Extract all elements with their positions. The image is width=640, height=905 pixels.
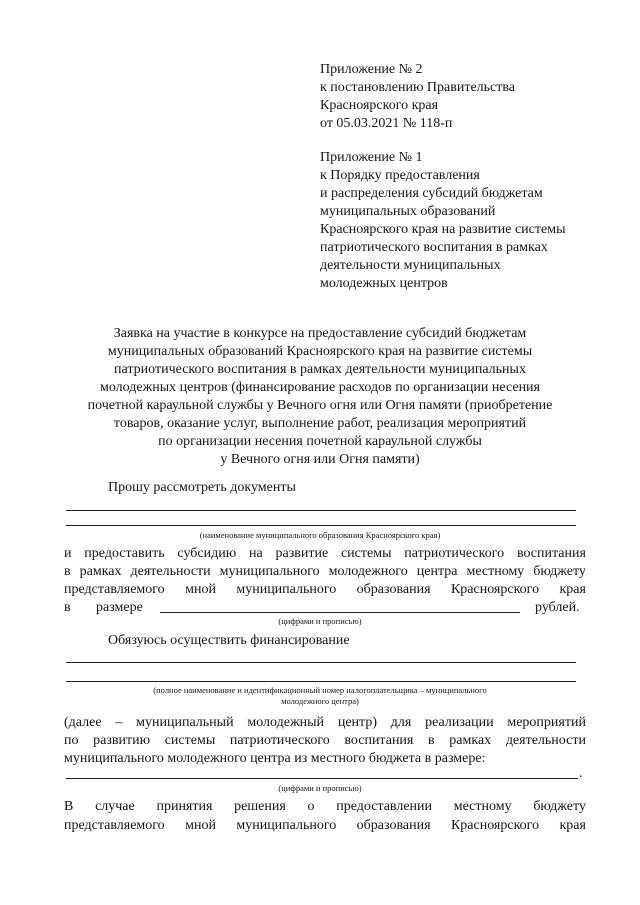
header2-line: к Порядку предоставления [320, 168, 480, 183]
amount-in: в [64, 600, 71, 615]
request-text: Прошу рассмотреть документы [108, 480, 296, 495]
header2-line: Приложение № 1 [320, 150, 423, 165]
fill-line [66, 681, 576, 682]
header-line: от 05.03.2021 № 118-п [320, 116, 453, 131]
p2-end-period: . [579, 766, 583, 781]
fill-line [66, 525, 576, 526]
p3-line-2: представляемого мной муниципального образования Красноярского края [64, 818, 586, 833]
amount-unit: рублей. [535, 600, 580, 615]
p2-line-3: муниципального молодежного центра из местного бюджета в размере: [64, 751, 486, 766]
title-line: муниципальных образований Красноярского края на развитие системы [107, 344, 533, 359]
header2-line: Красноярского края на развитие системы [320, 222, 566, 237]
amount2-fill-line [66, 778, 578, 779]
amount-label: размере [96, 600, 143, 615]
caption-municipality: (наименование муниципального образования Красноярского края) [199, 530, 441, 540]
amount-fill-line [160, 612, 520, 613]
caption-amount2: (цифрами и прописью) [278, 783, 362, 793]
p1-line-2: в рамках деятельности муниципального молодежного центра местному бюджету [64, 564, 586, 579]
commit-text: Обязуюсь осуществить финансирование [108, 633, 350, 648]
p3-line-1: В случае принятия решения о предоставлении местному бюджету [64, 799, 586, 814]
caption-center-1: (полное наименование и идентификационный номер налогоплательщика – муниципального [153, 685, 487, 695]
header2-line: муниципальных образований [320, 204, 496, 219]
p1-line-3: представляемого мной муниципального образования Красноярского края [64, 582, 586, 597]
p2-line-2: по развитию системы патриотического воспитания в рамках деятельности [64, 733, 586, 748]
fill-line [66, 510, 576, 511]
caption-amount: (цифрами и прописью) [278, 616, 362, 626]
header2-line: молодежных центров [320, 276, 448, 291]
title-line: по организации несения почетной караульной службы [158, 434, 482, 449]
p1-line-1: и предоставить субсидию на развитие системы патриотического воспитания [64, 546, 586, 561]
header-line: к постановлению Правительства [320, 80, 516, 95]
title-line: Заявка на участие в конкурсе на предоставление субсидий бюджетам [113, 326, 527, 341]
title-line: у Вечного огня или Огня памяти) [220, 452, 420, 467]
header2-line: деятельности муниципальных [320, 258, 501, 273]
caption-center-2: молодежного центра) [281, 696, 359, 706]
title-line: молодежных центров (финансирование расходов по организации несения [99, 380, 540, 395]
p2-line-1: (далее – муниципальный молодежный центр) для реализации мероприятий [64, 715, 586, 730]
header2-line: и распределения субсидий бюджетам [320, 186, 543, 201]
header-line: Приложение № 2 [320, 62, 423, 77]
header2-line: патриотического воспитания в рамках [320, 240, 548, 255]
title-line: товаров, оказание услуг, выполнение работ, реализация мероприятий [113, 416, 527, 431]
title-line: патриотического воспитания в рамках деятельности муниципальных [114, 362, 526, 377]
header-line: Красноярского края [320, 98, 439, 113]
fill-line [66, 662, 576, 663]
title-line: почетной караульной службы у Вечного огня или Огня памяти (приобретение [87, 398, 553, 413]
